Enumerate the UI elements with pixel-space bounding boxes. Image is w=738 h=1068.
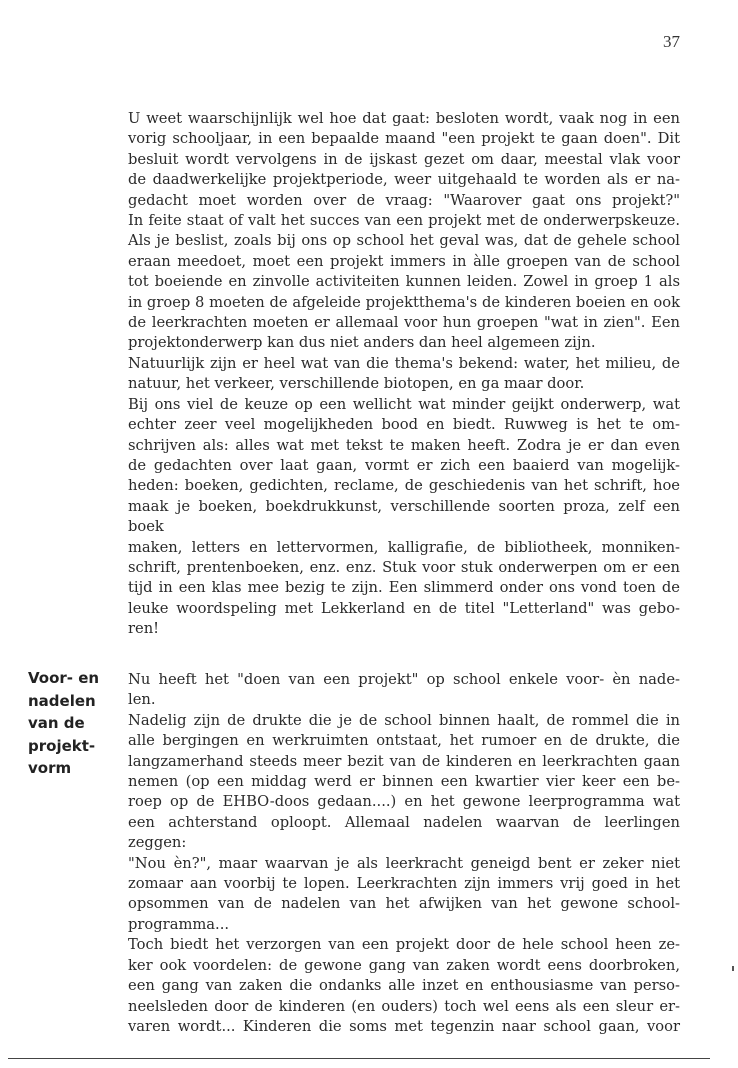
text-line: U weet waarschijnlijk wel hoe dat gaat: besloten wordt, vaak nog in een [128,110,680,127]
side-heading-line: van de [28,714,85,732]
text-line: natuur, het verkeer, verschillende biotopen, en ga maar door. [128,375,585,393]
side-heading-line: projekt- [28,736,96,755]
text-line: tot boeiende en zinvolle activiteiten kunnen leiden. Zowel in groep 1 als [128,273,680,291]
text-line: Nadelig zijn de drukte die je de school binnen haalt, de rommel die in [128,711,680,729]
margin-mark [732,966,734,971]
side-heading-line: vorm [28,759,72,777]
text-line: nemen (op een middag werd er binnen een kwartier vier keer een be- [128,773,680,791]
text-line: tijd in een klas mee bezig te zijn. Een slimmerd onder ons vond toen de [128,579,680,597]
text-line: Bij ons viel de keuze op een wellicht wat minder geijkt onderwerp, wat [128,395,680,413]
text-line: ker ook voordelen: de gewone gang van zaken wordt eens doorbroken, [128,956,680,974]
text-line: de leerkrachten moeten er allemaal voor hun groepen "wat in zien". Een [128,314,680,332]
text-line: eraan meedoet, moet een projekt immers in àlle groepen van de school [128,252,680,270]
text-line: "Nou èn?", maar waarvan je als leerkracht geneigd bent er zeker niet [128,854,680,872]
side-heading-line: nadelen [28,691,96,710]
bottom-rule [8,1058,710,1059]
text-line: leuke woordspeling met Lekkerland en de titel "Letterland" was gebo- [128,599,680,617]
text-line: in groep 8 moeten de afgeleide projektthema's de kinderen boeien en ook [128,293,680,311]
text-line: Als je beslist, zoals bij ons op school het geval was, dat de gehele school [128,232,680,250]
text-line: Toch biedt het verzorgen van een projekt door de hele school heen ze- [128,936,680,954]
text-line: opsommen van de nadelen van het afwijken van het gewone school- [128,895,680,913]
text-line: een gang van zaken die ondanks alle inzet en enthousiasme van perso- [128,977,680,995]
text-line: In feite staat of valt het succes van een projekt met de onderwerpskeuze. [128,212,680,230]
text-line: gedacht moet worden over de vraag: "Waarover gaat ons projekt?" [128,191,680,209]
text-line: programma... [128,915,230,933]
body-text-section-1 [128,109,680,640]
page-number: 37 [663,32,680,51]
text-line: varen wordt... Kinderen die soms met tegenzin naar school gaan, voor [128,1017,680,1035]
side-heading [28,667,120,780]
text-line: Natuurlijk zijn er heel wat van die thema's bekend: water, het milieu, de [128,354,680,372]
text-line: zomaar aan voorbij te lopen. Leerkrachten zijn immers vrij goed in het [128,875,680,893]
text-line: projektonderwerp kan dus niet anders dan heel algemeen zijn. [128,334,596,352]
text-line: de daadwerkelijke projektperiode, weer uitgehaald te worden als er na- [128,171,680,189]
text-line: roep op de EHBO-doos gedaan....) en het gewone leerprogramma wat [128,793,680,811]
text-line: een achterstand oploopt. Allemaal nadelen waarvan de leerlingen zeggen: [128,813,680,852]
text-line: langzamerhand steeds meer bezit van de kinderen en leerkrachten gaan [128,752,680,770]
text-line: besluit wordt vervolgens in de ijskast gezet om daar, meestal vlak voor [128,150,680,168]
text-line: vorig schooljaar, in een bepaalde maand "een projekt te gaan doen". Dit [128,130,680,148]
text-line: schrift, prentenboeken, enz. enz. Stuk voor stuk onderwerpen om er een [128,558,680,576]
side-heading-line: Voor- en [28,669,100,687]
text-line: alle bergingen en werkruimten ontstaat, het rumoer en de drukte, die [128,732,680,750]
text-line: Nu heeft het "doen van een projekt" op school enkele voor- èn nade- [128,671,680,688]
text-line: heden: boeken, gedichten, reclame, de geschiedenis van het schrift, hoe [128,477,680,495]
text-line: len. [128,691,156,709]
text-line: de gedachten over laat gaan, vormt er zich een baaierd van mogelijk- [128,456,680,474]
text-line: echter zeer veel mogelijkheden bood en biedt. Ruwweg is het te om- [128,416,680,434]
text-line: ren! [128,620,160,638]
body-text-section-2 [128,670,680,1037]
text-line: maak je boeken, boekdrukkunst, verschillende soorten proza, zelf een boek [128,497,680,536]
text-line: maken, letters en lettervormen, kalligrafie, de bibliotheek, monniken- [128,538,680,556]
text-line: neelsleden door de kinderen (en ouders) toch wel eens als een sleur er- [128,997,680,1015]
text-line: schrijven als: alles wat met tekst te maken heeft. Zodra je er dan even [128,436,680,454]
